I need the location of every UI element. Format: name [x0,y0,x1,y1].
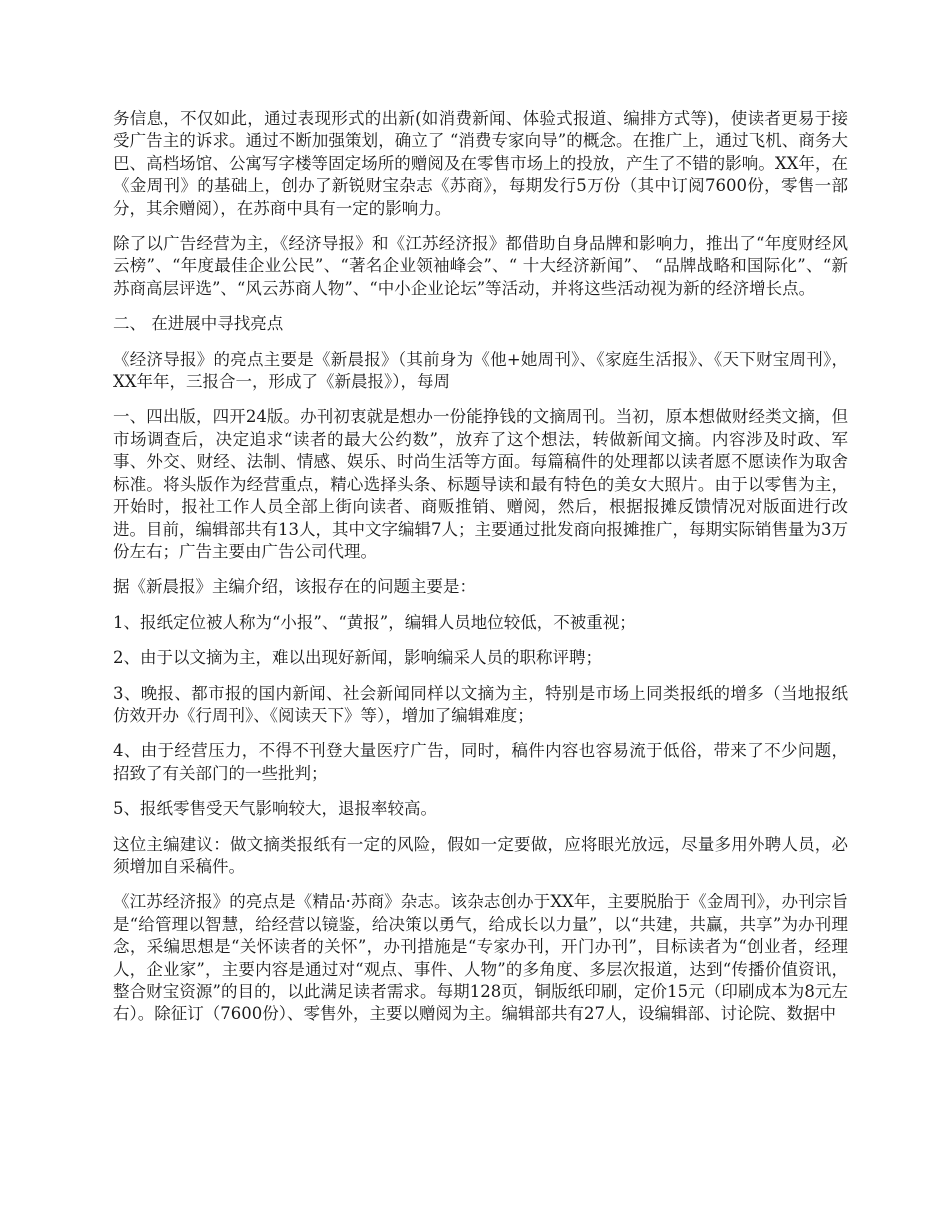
paragraph-4: 一、四出版，四开24版。办刊初衷就是想办一份能挣钱的文摘周刊。当初，原本想做财经类文摘，但市场调查后，决定追求“读者的最大公约数”，放弃了这个想法，转做新闻文摘。内容涉及时政、军事、外交、财经、法制、情感、娱乐、时尚生活等方面。每篇稿件的处理都以读者愿不愿读作为取舍标准。将头版作为经营重点，精心选择头条、标题导读和最有特色的美女大照片。由于以零售为主，开始时，报社工作人员全部上街向读者、商贩推销、赠阅，然后，根据报摊反馈情况对版面进行改进。目前，编辑部共有13人，其中文字编辑7人；主要通过批发商向报摊推广，每期实际销售量为3万份左右；广告主要由广告公司代理。 [113,407,848,561]
section-heading: 二、 在进展中寻找亮点 [113,314,284,334]
paragraph-2: 除了以广告经营为主，《经济导报》和《江苏经济报》都借助自身品牌和影响力，推出了“年度财经风云榜”、“年度最佳企业公民”、“著名企业领袖峰会”、“ 十大经济新闻”、 “品牌战略和国际化”、“新苏商高层评选”、“风云苏商人物”、“中小企业论坛”等活动，并将这些活动视为新的经济增长点。 [113,234,848,298]
paragraph-6: 这位主编建议：做文摘类报纸有一定的风险，假如一定要做，应将眼光放远，尽量多用外聘人员，必须增加自采稿件。 [113,834,848,876]
paragraph-5: 据《新晨报》主编介绍，该报存在的问题主要是： [113,577,476,597]
document-body [113,108,848,1039]
list-item-2: 2、由于以文摘为主，难以出现好新闻，影响编采人员的职称评聘； [113,648,602,668]
paragraph-1: 务信息，不仅如此，通过表现形式的出新(如消费新闻、体验式报道、编排方式等)，使读者更易于接受广告主的诉求。通过不断加强策划，确立了 “消费专家向导”的概念。在推广上，通过飞机、商务大巴、高档场馆、公寓写字楼等固定场所的赠阅及在零售市场上的投放，产生了不错的影响。XX年，在《金周刊》的基础上，创办了新锐财宝杂志《苏商》，每期发行5万份（其中订阅7600份，零售一部分，其余赠阅），在苏商中具有一定的影响力。 [113,109,848,218]
list-item-4: 4、由于经营压力，不得不刊登大量医疗广告，同时，稿件内容也容易流于低俗，带来了不少问题，招致了有关部门的一些批判； [113,741,848,783]
list-item-1: 1、报纸定位被人称为“小报”、“黄报”，编辑人员地位较低，不被重视； [113,612,636,632]
list-item-3: 3、晚报、都市报的国内新闻、社会新闻同样以文摘为主，特别是市场上同类报纸的增多（当地报纸仿效开办《行周刊》、《阅读天下》等），增加了编辑难度； [113,683,848,725]
paragraph-3: 《经济导报》的亮点主要是《新晨报》（其前身为《他+她周刊》、《家庭生活报》、《天下财宝周刊》，XX年年，三报合一，形成了《新晨报》），每周 [113,349,848,392]
paragraph-7: 《江苏经济报》的亮点是《精品·苏商》杂志。该杂志创办于XX年，主要脱胎于《金周刊》，办刊宗旨是“给管理以智慧，给经营以镜鉴，给决策以勇气，给成长以力量”，以“共建，共赢，共享”为办刊理念，采编思想是“关怀读者的关怀”，办刊措施是“专家办刊，开门办刊”，目标读者为“创业者，经理人，企业家”，主要内容是通过对“观点、事件、人物”的多角度、多层次报道，达到“传播价值资讯，整合财宝资源”的目的，以此满足读者需求。每期128页，铜版纸印刷，定价15元（印刷成本为8元左右）。除征订（7600份）、零售外，主要以赠阅为主。编辑部共有27人，设编辑部、讨论院、数据中 [113,892,848,1024]
list-item-5: 5、报纸零售受天气影响较大，退报率较高。 [113,799,437,819]
